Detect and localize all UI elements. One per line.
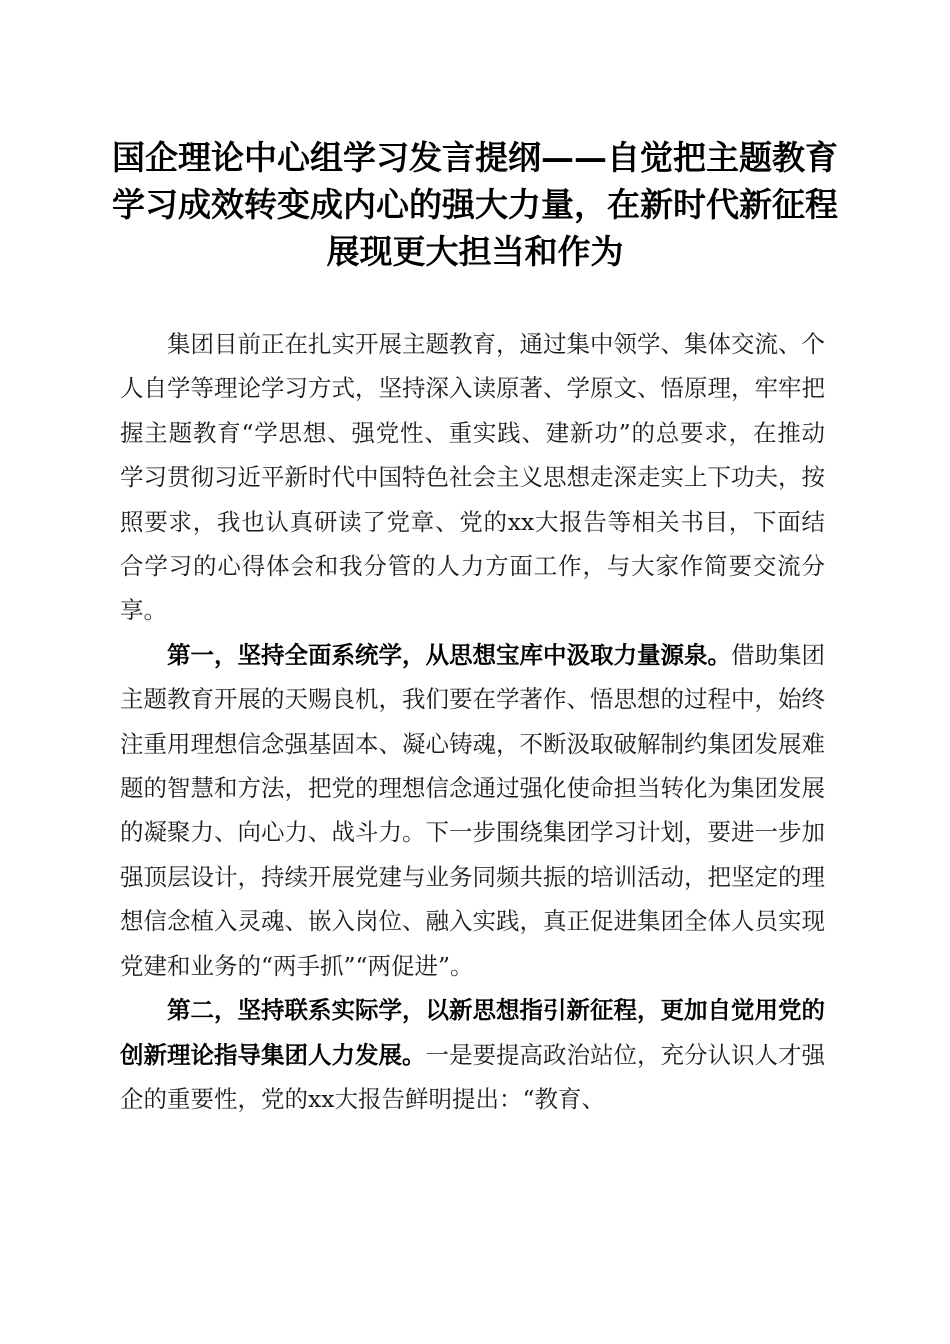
paragraph-text: 集团目前正在扎实开展主题教育，通过集中领学、集体交流、个人自学等理论学习方式，坚持深入读原著、学原文、悟原理，牢牢把握主题教育“学思想、强党性、重实践、建新功”的总要求，在推动学习贯彻习近平新时代中国特色社会主义思想走深走实上下功夫，按照要求，我也认真研读了党章、党的xx大报告等相关书目，下面结合学习的心得体会和我分管的人力方面工作，与大家作简要交流分享。 <box>120 330 825 625</box>
paragraph-text: 借助集团主题教育开展的天赐良机，我们要在学著作、悟思想的过程中，始终注重用理想信念强基固本、凝心铸魂，不断汲取破解制约集团发展难题的智慧和方法，把党的理想信念通过强化使命担当转化为集团发展的凝聚力、向心力、战斗力。下一步围绕集团学习计划，要进一步加强顶层设计，持续开展党建与业务同频共振的培训活动，把坚定的理想信念植入灵魂、嵌入岗位、融入实践，真正促进集团全体人员实现党建和业务的“两手抓”“两促进”。 <box>120 640 825 980</box>
paragraph-lead: 第一，坚持全面系统学，从思想宝库中汲取力量源泉。 <box>167 640 731 669</box>
document-body <box>120 322 825 1121</box>
paragraph-first-point <box>120 633 825 988</box>
paragraph-lead: 第二，坚持联系实际学，以新思想指引新征程，更加自觉用党的创新理论指导集团人力发展。 <box>120 996 825 1069</box>
paragraph-text: 一是要提高政治站位，充分认识人才强企的重要性，党的xx大报告鲜明提出：“教育、 <box>120 1040 825 1113</box>
paragraph-second-point <box>120 988 825 1121</box>
document-title: 国企理论中心组学习发言提纲——自觉把主题教育学习成效转变成内心的强大力量，在新时代新征程展现更大担当和作为 <box>112 138 838 271</box>
paragraph-intro <box>120 322 825 633</box>
